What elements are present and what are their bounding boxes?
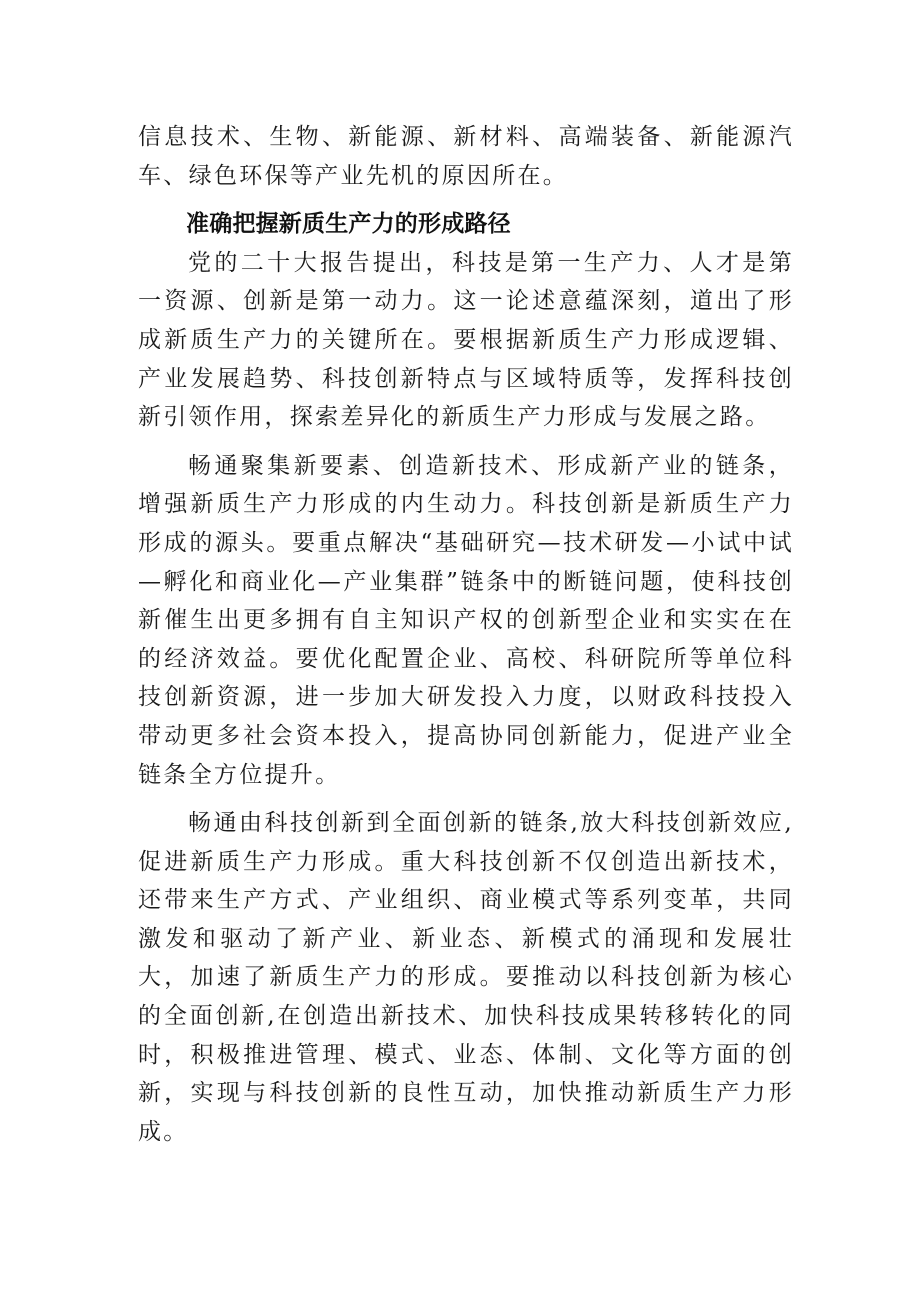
section-heading: 准确把握新质生产力的形成路径: [186, 211, 511, 238]
continuation-paragraph: 信息技术、生物、新能源、新材料、高端装备、新能源汽车、绿色环保等产业先机的原因所在。: [138, 124, 794, 189]
body-paragraph-1: 党的二十大报告提出，科技是第一生产力、人才是第一资源、创新是第一动力。这一论述意蕴深刻，道出了形成新质生产力的关键所在。要根据新质生产力形成逻辑、产业发展趋势、科技创新特点与区域特质等，发挥科技创新引领作用，探索差异化的新质生产力形成与发展之路。: [138, 249, 794, 431]
paragraph-spacer: [138, 195, 794, 205]
paragraph-spacer: [138, 794, 794, 804]
body-paragraph-2: 畅通聚集新要素、创造新技术、形成新产业的链条，增强新质生产力形成的内生动力。科技创新是新质生产力形成的源头。要重点解决“基础研究—技术研发—小试中试—孵化和商业化—产业集群”链条中的断链问题，使科技创新催生出更多拥有自主知识产权的创新型企业和实实在在的经济效益。要优化配置企业、高校、科研院所等单位科技创新资源，进一步加大研发投入力度，以财政科技投入带动更多社会资本投入，提高协同创新能力，促进产业全链条全方位提升。: [138, 452, 794, 788]
paragraph-spacer: [138, 437, 794, 447]
article-body: [138, 118, 794, 1151]
body-paragraph-3: 畅通由科技创新到全面创新的链条,放大科技创新效应,促进新质生产力形成。重大科技创新不仅创造出新技术，还带来生产方式、产业组织、商业模式等系列变革，共同激发和驱动了新产业、新业态、新模式的涌现和发展壮大，加速了新质生产力的形成。要推动以科技创新为核心的全面创新,在创造出新技术、加快科技成果转移转化的同时，积极推进管理、模式、业态、体制、文化等方面的创新，实现与科技创新的良性互动，加快推动新质生产力形成。: [138, 810, 794, 1145]
